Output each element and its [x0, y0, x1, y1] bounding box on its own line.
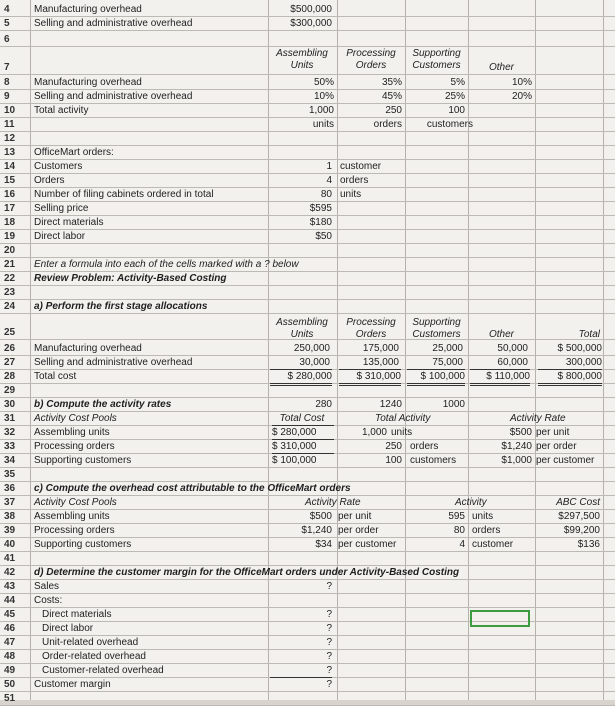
- pool-header: Assembling: [276, 48, 328, 59]
- row-gridline: [0, 593, 615, 594]
- row-number[interactable]: 25: [4, 327, 16, 338]
- officemart-header[interactable]: OfficeMart orders:: [34, 147, 114, 158]
- cell-value[interactable]: 175,000: [362, 343, 399, 354]
- cell-value[interactable]: 10%: [313, 91, 334, 102]
- row-number[interactable]: 38: [4, 511, 16, 522]
- cell-label[interactable]: Manufacturing overhead: [34, 343, 142, 354]
- cell-label[interactable]: Supporting customers: [34, 455, 132, 466]
- part-d-heading[interactable]: d) Determine the customer margin for the OfficeMart orders under Activity-Based Costing: [34, 567, 460, 578]
- formula-cell[interactable]: ?: [326, 665, 332, 676]
- cell-value[interactable]: $1,000: [501, 455, 532, 466]
- row-header-divider: [30, 0, 31, 700]
- cell-label[interactable]: Total activity: [34, 105, 89, 116]
- row-number[interactable]: 51: [4, 693, 16, 704]
- cell-value[interactable]: 5%: [450, 77, 465, 88]
- row-number[interactable]: 32: [4, 427, 16, 438]
- cell-value[interactable]: 50%: [313, 77, 334, 88]
- row-number[interactable]: 30: [4, 399, 16, 410]
- pool-header: Supporting: [412, 317, 461, 328]
- cell-label[interactable]: Direct labor: [42, 623, 94, 634]
- cell-unit[interactable]: orders: [472, 525, 501, 536]
- row-number[interactable]: 40: [4, 539, 16, 550]
- review-title[interactable]: Review Problem: Activity-Based Costing: [34, 273, 227, 284]
- row-number[interactable]: 24: [4, 301, 16, 312]
- cell-unit[interactable]: per order: [338, 525, 379, 536]
- cell-value[interactable]: $500: [509, 427, 532, 438]
- cell-unit[interactable]: units: [340, 189, 362, 200]
- row-number[interactable]: 17: [4, 203, 16, 214]
- cell-label[interactable]: Supporting customers: [34, 539, 132, 550]
- cell-label[interactable]: Selling and administrative overhead: [34, 91, 193, 102]
- row-number[interactable]: 46: [4, 623, 16, 634]
- cell-value[interactable]: $136: [577, 539, 600, 550]
- row-number[interactable]: 50: [4, 679, 16, 690]
- cell-value[interactable]: 10%: [511, 77, 532, 88]
- cell-value[interactable]: 300,000: [565, 357, 602, 368]
- row-number[interactable]: 45: [4, 609, 16, 620]
- cell-label[interactable]: Processing orders: [34, 525, 115, 536]
- column-header[interactable]: Total Cost: [279, 413, 325, 424]
- cell-value[interactable]: 35%: [381, 77, 402, 88]
- row-gridline: [0, 313, 615, 314]
- row-number[interactable]: 22: [4, 273, 16, 284]
- cell-unit[interactable]: per customer: [536, 455, 595, 466]
- cell-label[interactable]: Orders: [34, 175, 65, 186]
- cell-unit[interactable]: customer: [340, 161, 382, 172]
- overhead-label[interactable]: Selling and administrative overhead: [34, 18, 193, 29]
- cell-unit[interactable]: per customer: [338, 539, 397, 550]
- cell-value[interactable]: $ 100,000: [272, 453, 334, 467]
- formula-cell[interactable]: ?: [326, 609, 332, 620]
- cell-value[interactable]: $ 100,000: [407, 369, 465, 386]
- column-header[interactable]: ABC Cost: [556, 497, 600, 508]
- pool-subheader: Orders: [355, 60, 387, 71]
- cell-unit[interactable]: units: [391, 427, 413, 438]
- cell-unit[interactable]: customers: [426, 119, 473, 130]
- cell-label[interactable]: Customers: [34, 161, 83, 172]
- column-header[interactable]: Activity: [455, 497, 487, 508]
- column-divider: [603, 0, 604, 700]
- formula-cell[interactable]: ?: [326, 651, 332, 662]
- cell-label[interactable]: Unit-related overhead: [42, 637, 139, 648]
- cell-value[interactable]: 135,000: [362, 357, 399, 368]
- part-a-heading[interactable]: a) Perform the first stage allocations: [34, 301, 208, 312]
- pool-header: Assembling: [276, 317, 328, 328]
- cell-value[interactable]: $1,240: [501, 441, 532, 452]
- cell-value[interactable]: 280: [315, 399, 332, 410]
- cell-value[interactable]: $ 110,000: [470, 369, 530, 386]
- row-number[interactable]: 7: [4, 62, 10, 73]
- cell-value[interactable]: 4: [326, 175, 332, 186]
- cell-value[interactable]: $ 310,000: [339, 369, 401, 386]
- cell-value[interactable]: 50,000: [497, 343, 528, 354]
- cell-unit[interactable]: units: [312, 119, 334, 130]
- cell-value[interactable]: 25%: [444, 91, 465, 102]
- row-number[interactable]: 26: [4, 343, 16, 354]
- row-number[interactable]: 11: [4, 119, 15, 130]
- cell-label[interactable]: Order-related overhead: [42, 651, 146, 662]
- row-number[interactable]: 16: [4, 189, 16, 200]
- pool-subheader: Total: [578, 329, 600, 340]
- row-number[interactable]: 31: [4, 413, 16, 424]
- formula-cell[interactable]: ?: [326, 581, 332, 592]
- row-number[interactable]: 10: [4, 105, 16, 116]
- part-b-heading[interactable]: b) Compute the activity rates: [34, 399, 172, 410]
- cell-value[interactable]: 1,000: [308, 105, 334, 116]
- row-number[interactable]: 12: [4, 133, 16, 144]
- row-number[interactable]: 8: [4, 77, 10, 88]
- column-header[interactable]: Activity Cost Pools: [34, 497, 117, 508]
- cell-value[interactable]: 30,000: [299, 357, 330, 368]
- row-number[interactable]: 41: [4, 553, 16, 564]
- row-number[interactable]: 49: [4, 665, 16, 676]
- cell-value[interactable]: 60,000: [497, 357, 528, 368]
- cell-value[interactable]: 45%: [381, 91, 402, 102]
- row-number[interactable]: 34: [4, 455, 16, 466]
- cell-label[interactable]: Number of filing cabinets ordered in total: [34, 189, 214, 200]
- cell-label[interactable]: Manufacturing overhead: [34, 77, 142, 88]
- pool-header: Processing: [346, 48, 396, 59]
- cell-value[interactable]: 250,000: [293, 343, 330, 354]
- row-number[interactable]: 19: [4, 231, 16, 242]
- cell-unit[interactable]: per unit: [536, 427, 570, 438]
- cell-label[interactable]: Sales: [34, 581, 60, 592]
- cell-value[interactable]: $595: [309, 203, 332, 214]
- cell-value[interactable]: 100: [385, 455, 402, 466]
- overhead-value[interactable]: $300,000: [290, 18, 332, 29]
- row-number[interactable]: 48: [4, 651, 16, 662]
- row-number[interactable]: 43: [4, 581, 16, 592]
- row-number[interactable]: 33: [4, 441, 16, 452]
- pool-header: Supporting: [412, 48, 461, 59]
- cell-label[interactable]: Costs:: [34, 595, 63, 606]
- cell-unit[interactable]: orders: [340, 175, 369, 186]
- row-number[interactable]: 9: [4, 91, 10, 102]
- cell-value[interactable]: $ 800,000: [538, 369, 602, 386]
- cell-value[interactable]: $297,500: [558, 511, 600, 522]
- cell-value[interactable]: $ 310,000: [272, 439, 334, 453]
- cell-unit[interactable]: orders: [373, 119, 402, 130]
- column-header[interactable]: Activity Rate: [510, 413, 566, 424]
- selected-cell[interactable]: [470, 610, 530, 627]
- cell-unit[interactable]: per order: [536, 441, 577, 452]
- cell-value[interactable]: $99,200: [563, 525, 600, 536]
- cell-unit[interactable]: customer: [472, 539, 514, 550]
- cell-value[interactable]: 1000: [442, 399, 465, 410]
- row-number[interactable]: 5: [4, 18, 10, 29]
- cell-label[interactable]: Customer margin: [34, 679, 111, 690]
- cell-unit[interactable]: orders: [410, 441, 439, 452]
- cell-value[interactable]: 250: [385, 441, 402, 452]
- row-number[interactable]: 21: [4, 259, 16, 270]
- row-number[interactable]: 42: [4, 567, 16, 578]
- cell-label[interactable]: Customer-related overhead: [42, 665, 164, 676]
- row-number[interactable]: 44: [4, 595, 16, 606]
- pool-subheader: Customers: [412, 60, 461, 71]
- cell-value[interactable]: 4: [459, 539, 465, 550]
- cell-value[interactable]: $ 280,000: [272, 425, 334, 439]
- row-gridline: [0, 285, 615, 286]
- cell-value[interactable]: $50: [315, 231, 332, 242]
- overhead-label[interactable]: Manufacturing overhead: [34, 4, 142, 15]
- row-number[interactable]: 39: [4, 525, 16, 536]
- row-gridline: [0, 691, 615, 692]
- cell-label[interactable]: Total cost: [34, 371, 77, 382]
- cell-value[interactable]: 75,000: [432, 357, 463, 368]
- row-number[interactable]: 37: [4, 497, 16, 508]
- overhead-value[interactable]: $500,000: [290, 4, 332, 15]
- cell-unit[interactable]: per unit: [338, 511, 372, 522]
- cell-label[interactable]: Direct labor: [34, 231, 86, 242]
- cell-value[interactable]: 1: [326, 161, 332, 172]
- row-number[interactable]: 29: [4, 385, 16, 396]
- pool-header: Processing: [346, 317, 396, 328]
- cell-value[interactable]: 25,000: [432, 343, 463, 354]
- pool-subheader: Customers: [412, 329, 461, 340]
- cell-value[interactable]: $34: [315, 539, 332, 550]
- cell-value[interactable]: $ 280,000: [270, 369, 332, 386]
- cell-label[interactable]: Selling and administrative overhead: [34, 357, 193, 368]
- row-number[interactable]: 13: [4, 147, 16, 158]
- cell-unit[interactable]: units: [472, 511, 494, 522]
- row-number[interactable]: 18: [4, 217, 16, 228]
- row-number[interactable]: 28: [4, 371, 16, 382]
- row-number[interactable]: 20: [4, 245, 16, 256]
- formula-cell[interactable]: ?: [270, 677, 332, 691]
- row-gridline: [0, 243, 615, 244]
- cell-value[interactable]: 1240: [379, 399, 402, 410]
- cell-label[interactable]: Assembling units: [34, 427, 110, 438]
- row-gridline: [0, 467, 615, 468]
- cell-value[interactable]: 20%: [511, 91, 532, 102]
- cell-label[interactable]: Assembling units: [34, 511, 110, 522]
- row-number[interactable]: 27: [4, 357, 16, 368]
- cell-value[interactable]: 80: [320, 189, 332, 200]
- cell-value[interactable]: 1,000: [361, 427, 387, 438]
- row-number[interactable]: 23: [4, 287, 16, 298]
- pool-subheader: Units: [290, 60, 314, 71]
- cell-label[interactable]: Processing orders: [34, 441, 115, 452]
- cell-value[interactable]: 595: [448, 511, 465, 522]
- column-header[interactable]: Activity Rate: [305, 497, 361, 508]
- row-gridline: [0, 551, 615, 552]
- column-header[interactable]: Activity Cost Pools: [34, 413, 117, 424]
- formula-cell[interactable]: ?: [326, 637, 332, 648]
- pool-subheader: Other: [488, 329, 514, 340]
- pool-subheader: Orders: [355, 329, 387, 340]
- cell-value[interactable]: $500: [309, 511, 332, 522]
- cell-value[interactable]: 100: [448, 105, 465, 116]
- cell-label[interactable]: Selling price: [34, 203, 89, 214]
- row-gridline: [0, 30, 615, 31]
- part-c-heading[interactable]: c) Compute the overhead cost attributable to the OfficeMart orders: [34, 483, 351, 494]
- row-number[interactable]: 15: [4, 175, 16, 186]
- cell-value[interactable]: 80: [453, 525, 465, 536]
- formula-cell[interactable]: ?: [326, 623, 332, 634]
- row-number[interactable]: 47: [4, 637, 16, 648]
- row-number[interactable]: 35: [4, 469, 16, 480]
- cell-label[interactable]: Direct materials: [34, 217, 104, 228]
- cell-value[interactable]: $180: [309, 217, 332, 228]
- cell-value[interactable]: $1,240: [301, 525, 332, 536]
- row-number[interactable]: 36: [4, 483, 16, 494]
- cell-unit[interactable]: customers: [410, 455, 457, 466]
- row-gridline: [0, 131, 615, 132]
- column-header[interactable]: Total Activity: [375, 413, 431, 424]
- row-number[interactable]: 4: [4, 4, 10, 15]
- pool-subheader: Units: [290, 329, 314, 340]
- cell-value[interactable]: $ 500,000: [557, 343, 602, 354]
- cell-value[interactable]: 250: [385, 105, 402, 116]
- cell-label[interactable]: Direct materials: [42, 609, 112, 620]
- pool-subheader: Other: [488, 62, 514, 73]
- row-number[interactable]: 6: [4, 34, 10, 45]
- instructions-text[interactable]: Enter a formula into each of the cells marked with a ? below: [34, 259, 299, 270]
- row-gridline: [0, 74, 615, 75]
- row-number[interactable]: 14: [4, 161, 16, 172]
